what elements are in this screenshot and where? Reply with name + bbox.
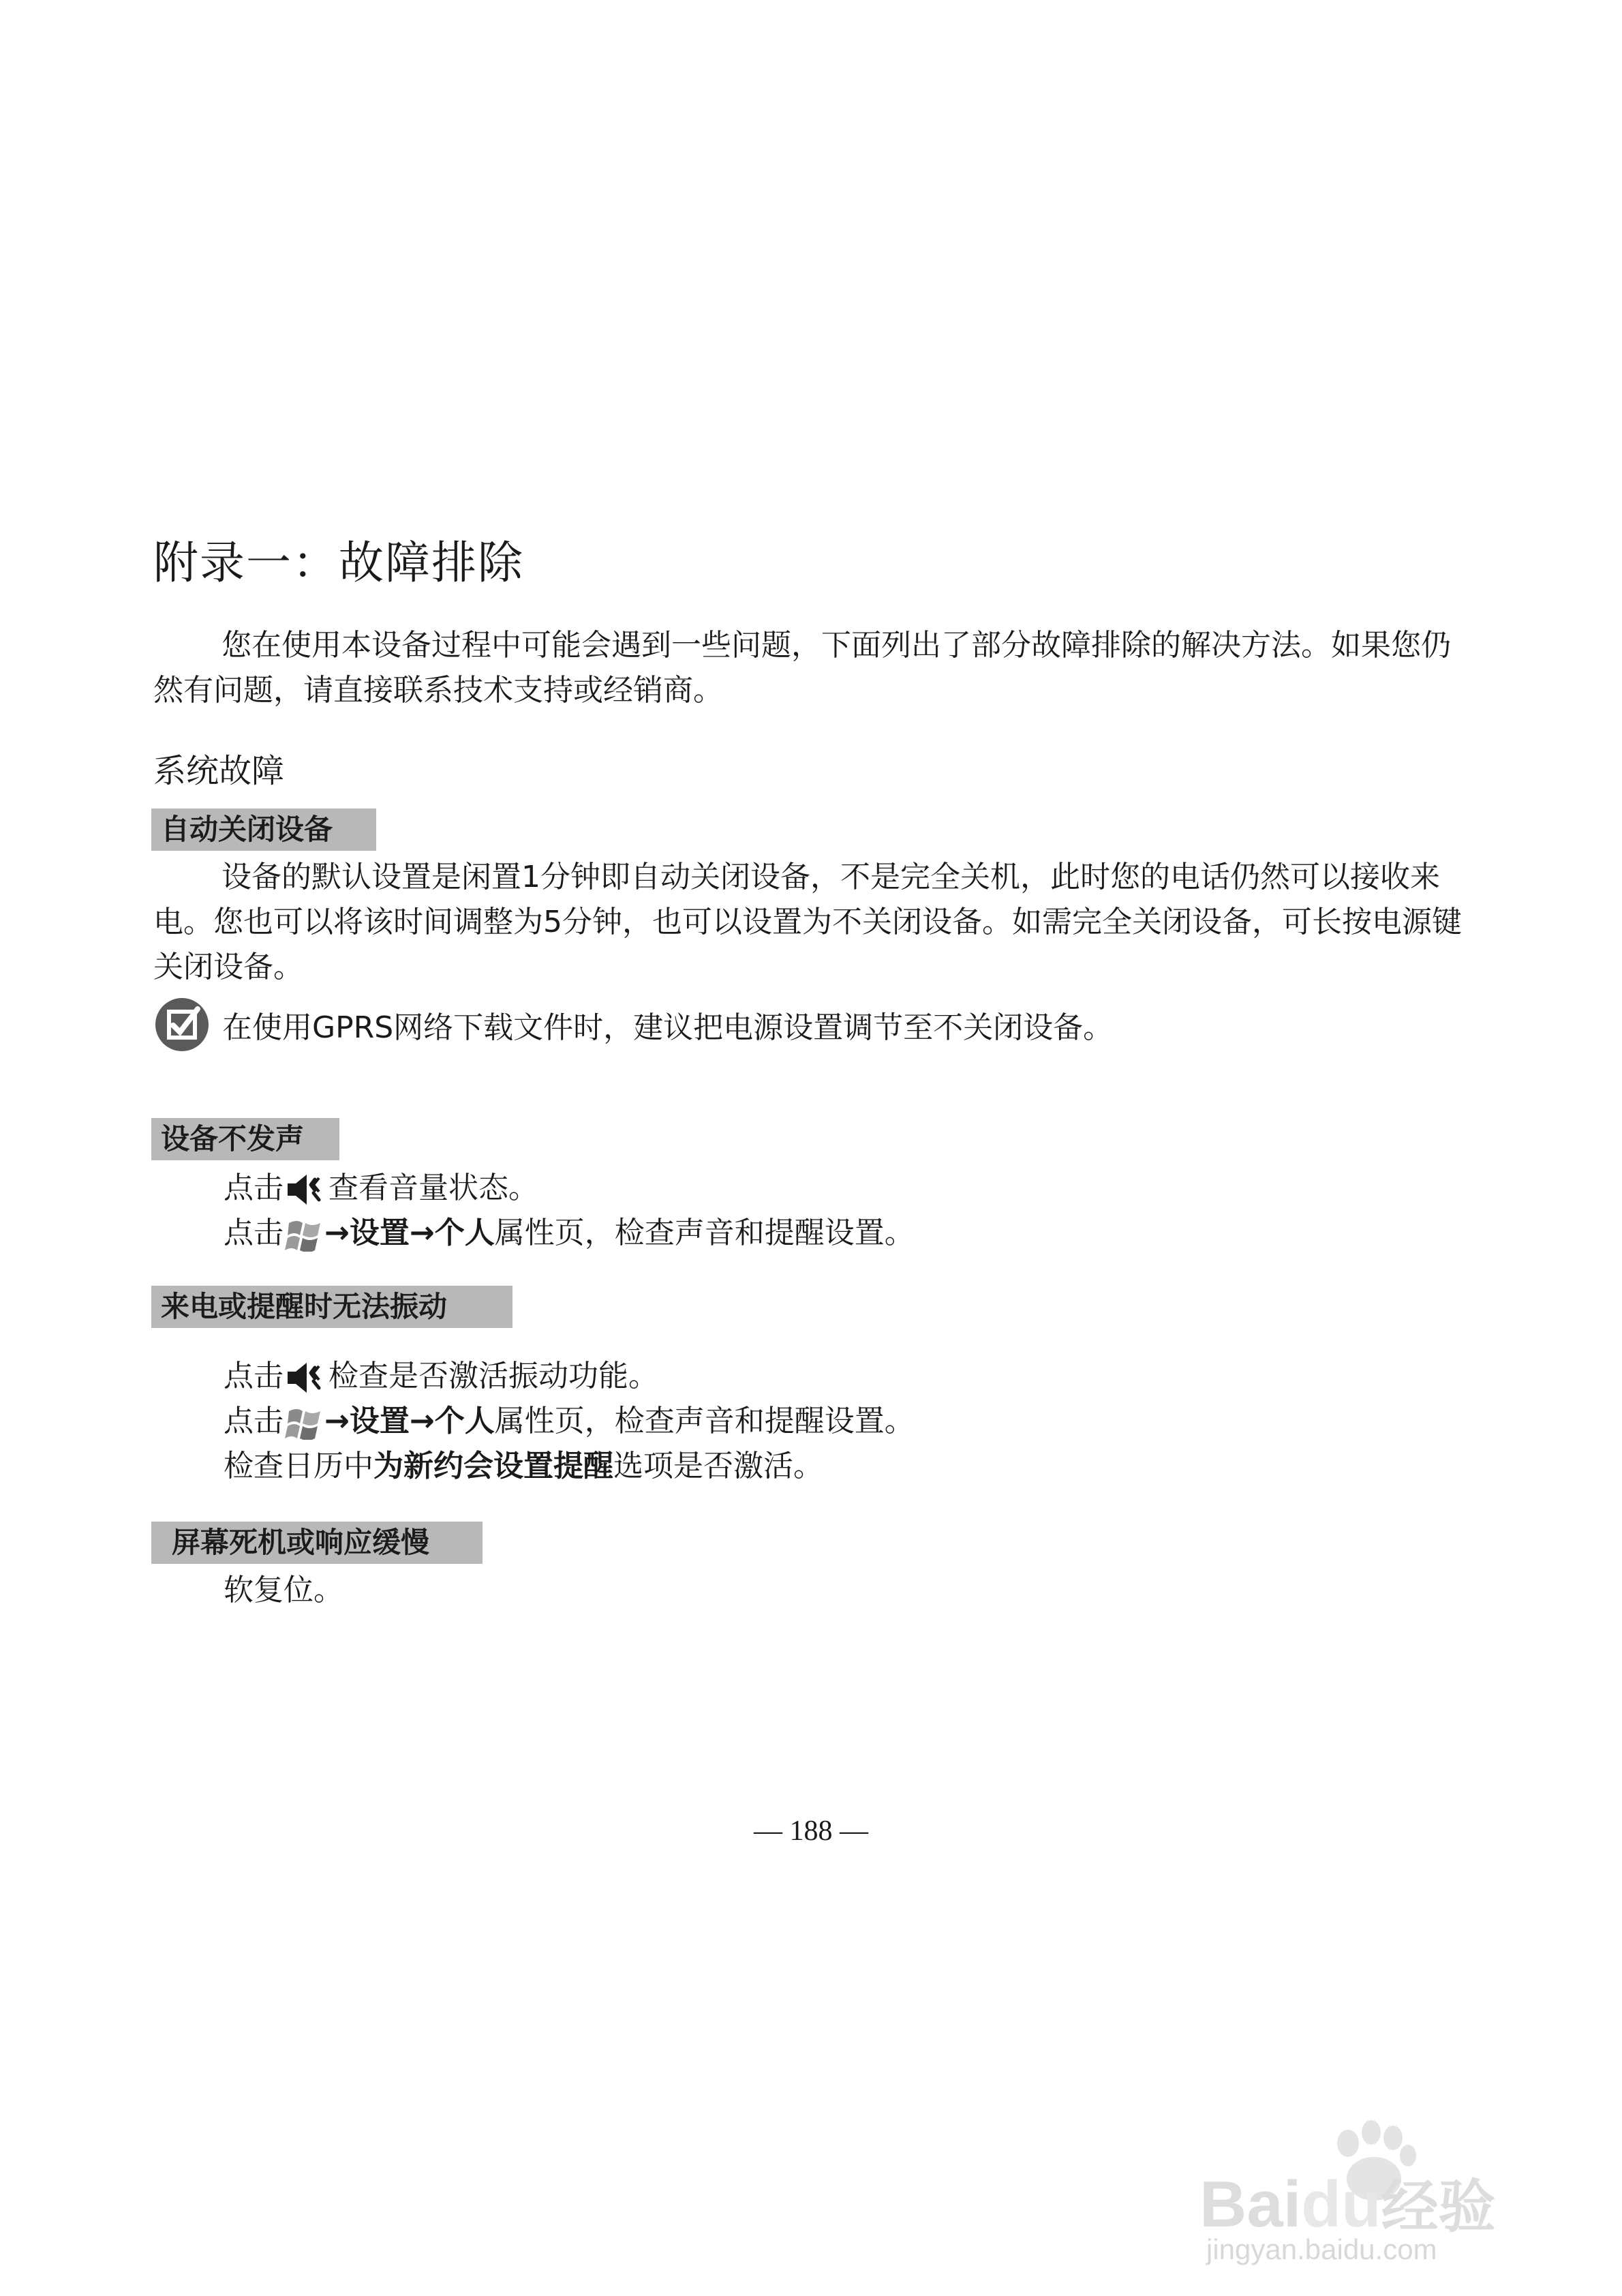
text-segment: 点击 [224, 1170, 284, 1205]
text-segment: 点击 [224, 1404, 284, 1438]
heading-no-vibration: 来电或提醒时无法振动 [151, 1286, 512, 1328]
calendar-option: 为新约会设置提醒 [373, 1449, 613, 1483]
text-segment: 查看音量状态。 [328, 1170, 538, 1205]
heading-screen-freeze: 屏幕死机或响应缓慢 [151, 1522, 483, 1564]
arrow: → [409, 1404, 435, 1438]
no-vibration-body [224, 1354, 1471, 1489]
menu-personal: 个人 [434, 1215, 495, 1250]
speaker-icon [285, 1173, 327, 1207]
section-heading: 系统故障 [153, 752, 285, 790]
brand-b: du [1301, 2168, 1381, 2241]
brand-cn: 经验 [1381, 2175, 1496, 2239]
start-menu-icon [285, 1218, 323, 1252]
screen-freeze-body: 软复位。 [224, 1573, 343, 1607]
watermark [1199, 2113, 1554, 2270]
no-vibration-line-1 [224, 1354, 1471, 1399]
note-text: 在使用GPRS网络下载文件时，建议把电源设置调节至不关闭设备。 [222, 1010, 1114, 1045]
arrow: → [324, 1215, 350, 1250]
heading-no-sound: 设备不发声 [151, 1118, 339, 1160]
arrow: → [324, 1404, 350, 1438]
no-sound-line-1 [224, 1166, 1471, 1211]
watermark-url: jingyan.baidu.com [1206, 2233, 1437, 2265]
auto-shutdown-body: 设备的默认设置是闲置1分钟即自动关闭设备，不是完全关机，此时您的电话仍然可以接收来电。您也可以将该时间调整为5分钟，也可以设置为不关闭设备。如需完全关闭设备，可长按电源键关闭设备。 [153, 860, 1462, 984]
page-number: — 188 — [754, 1815, 868, 1847]
watermark-brand [1199, 2161, 1496, 2244]
text-segment: 点击 [224, 1359, 284, 1393]
speaker-icon [285, 1361, 327, 1395]
intro-paragraph: 您在使用本设备过程中可能会遇到一些问题，下面列出了部分故障排除的解决方法。如果您仍然有问题，请直接联系技术支持或经销商。 [153, 628, 1451, 708]
no-sound-line-2 [224, 1211, 1471, 1256]
text-segment: 点击 [224, 1215, 284, 1250]
text-segment: 属性页，检查声音和提醒设置。 [494, 1404, 915, 1438]
text-segment: 选项是否激活。 [613, 1449, 823, 1483]
text-segment: 属性页，检查声音和提醒设置。 [494, 1215, 915, 1250]
brand-a: Bai [1199, 2168, 1302, 2241]
text-segment: 检查日历中 [224, 1449, 373, 1483]
no-vibration-line-2 [224, 1399, 1471, 1444]
menu-settings: 设置 [349, 1404, 410, 1438]
arrow: → [409, 1215, 435, 1250]
menu-personal: 个人 [434, 1404, 495, 1438]
heading-auto-shutdown: 自动关闭设备 [151, 809, 376, 851]
no-sound-body [224, 1166, 1471, 1256]
start-menu-icon [285, 1406, 323, 1440]
page-title: 附录一：故障排除 [153, 537, 524, 589]
text-segment: 检查是否激活振动功能。 [328, 1359, 658, 1393]
menu-settings: 设置 [349, 1215, 410, 1250]
checkmark-note-icon [154, 997, 210, 1053]
no-vibration-line-3 [224, 1444, 1471, 1489]
